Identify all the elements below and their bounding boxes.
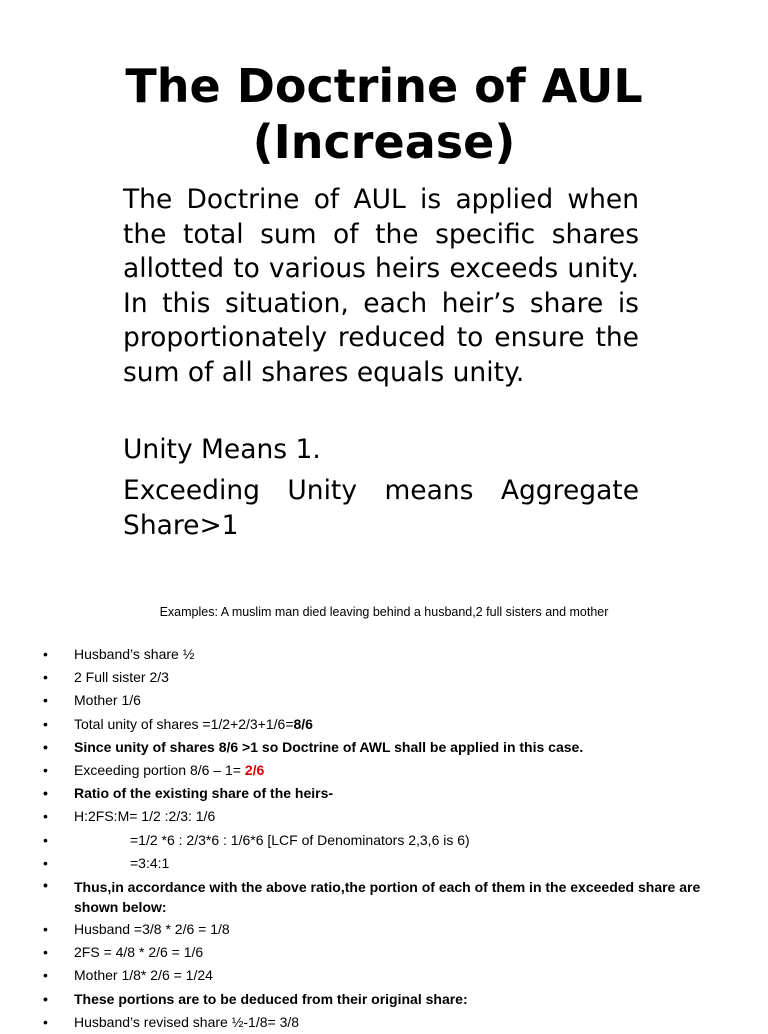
slide-title <box>0 58 768 170</box>
list-item <box>0 736 768 759</box>
list-item <box>0 829 768 852</box>
bullet-icon: • <box>43 646 48 662</box>
list-item <box>0 713 768 736</box>
list-item-text: 2FS = 4/8 * 2/6 = 1/6 <box>74 944 204 961</box>
bullet-icon: • <box>43 715 48 732</box>
bullet-icon: • <box>43 877 48 894</box>
list-item <box>0 964 768 987</box>
list-item <box>0 941 768 964</box>
list-item <box>0 875 768 918</box>
bullet-icon: • <box>43 1013 48 1030</box>
list-item <box>0 852 768 875</box>
list-item-text: Mother 1/8* 2/6 = 1/24 <box>74 967 213 984</box>
bullet-icon: • <box>43 921 48 938</box>
list-item <box>0 666 768 689</box>
list-item-text: Ratio of the existing share of the heirs- <box>74 785 334 802</box>
bullet-icon: • <box>43 944 48 961</box>
bullet-icon: • <box>43 990 48 1007</box>
list-item-text: These portions are to be deduced from their original share: <box>74 990 468 1007</box>
list-item-text: =3:4:1 <box>130 854 170 871</box>
bullet-icon: • <box>43 738 48 755</box>
list-item <box>0 759 768 782</box>
list-item-text: 2 Full sister 2/3 <box>74 669 169 686</box>
bullet-icon: • <box>43 785 48 802</box>
example-heading: Examples: A muslim man died leaving behind a husband,2 full sisters and mother <box>159 605 609 619</box>
list-item-text: Husband’s share ½ <box>74 646 195 662</box>
bullet-icon: • <box>43 808 48 825</box>
bullet-icon: • <box>43 854 48 871</box>
bullet-icon: • <box>43 692 48 709</box>
unity-definition: Unity Means 1. <box>123 434 321 465</box>
list-item-text: =1/2 *6 : 2/3*6 : 1/6*6 [LCF of Denominators 2,3,6 is 6) <box>130 831 470 848</box>
bullet-icon: • <box>43 669 48 686</box>
list-item-text: Husband’s revised share ½-1/8= 3/8 <box>74 1013 300 1030</box>
title-line-2: (Increase) <box>252 115 516 169</box>
exceeding-portion-value: 2/6 <box>244 762 265 779</box>
list-item <box>0 1011 768 1034</box>
exceeding-unity-definition: Exceeding Unity means Aggregate Share>1 <box>123 475 639 541</box>
calculation-list <box>0 643 768 1034</box>
list-item <box>0 689 768 712</box>
list-item-text: Exceeding portion 8/6 – 1= <box>74 762 245 779</box>
total-shares-value: 8/6 <box>293 715 313 732</box>
list-item-text: Husband =3/8 * 2/6 = 1/8 <box>74 921 230 938</box>
list-item <box>0 643 768 666</box>
list-item-text: Mother 1/6 <box>74 692 141 709</box>
list-item-text: Thus,in accordance with the above ratio,the portion of each of them in the exceeded share are shown below: <box>74 879 701 916</box>
list-item <box>0 782 768 805</box>
list-item-text: Since unity of shares 8/6 >1 so Doctrine of AWL shall be applied in this case. <box>74 738 584 755</box>
intro-paragraph: The Doctrine of AUL is applied when the total sum of the specific shares allotted to various heirs exceeds unity. In this situation, each heir’s share is proportionately reduced to ensure the sum of all shares equals unity. <box>123 184 639 388</box>
bullet-icon: • <box>43 967 48 984</box>
bullet-icon: • <box>43 831 48 848</box>
list-item <box>0 918 768 941</box>
list-item <box>0 805 768 828</box>
list-item-text: H:2FS:M= 1/2 :2/3: 1/6 <box>74 808 216 825</box>
bullet-icon: • <box>43 762 48 779</box>
list-item-text: Total unity of shares =1/2+2/3+1/6= <box>74 715 294 732</box>
title-line-1: The Doctrine of AUL <box>125 59 643 113</box>
list-item <box>0 988 768 1011</box>
